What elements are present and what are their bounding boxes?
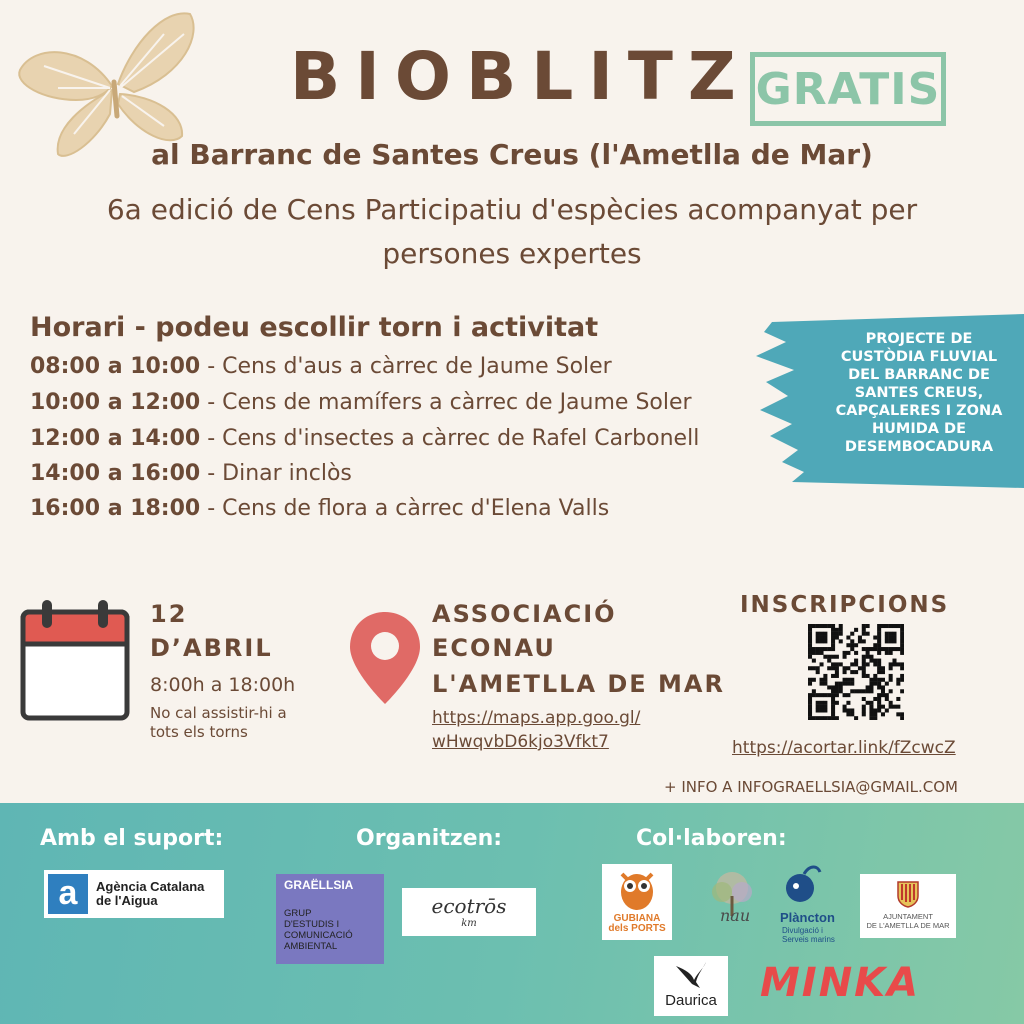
graellsia-line: AMBIENTAL xyxy=(284,941,338,952)
aca-logo-mark: a xyxy=(48,874,88,914)
collaborators-title: Col·laboren: xyxy=(636,826,787,851)
daurica-text: Daurica xyxy=(665,992,717,1009)
gubiana-logo xyxy=(602,864,672,940)
ajuntament-logo xyxy=(860,874,956,938)
nau-logo-text: nau xyxy=(720,906,751,925)
attendance-note xyxy=(150,704,287,742)
owl-icon xyxy=(616,868,658,912)
plancton-sub xyxy=(782,926,835,944)
registration-link[interactable]: https://acortar.link/fZcwcZ xyxy=(732,738,956,758)
organizers-title: Organitzen: xyxy=(356,826,503,851)
schedule-time: 10:00 a 12:00 xyxy=(30,390,201,415)
venue-line: ECONAU xyxy=(432,634,556,662)
plancton-icon xyxy=(782,862,822,908)
coat-of-arms-icon xyxy=(896,878,920,908)
schedule-row xyxy=(30,426,699,451)
schedule-row xyxy=(30,354,612,379)
schedule-activity: - Cens de flora a càrrec d'Elena Valls xyxy=(200,496,610,521)
map-link-line[interactable]: https://maps.app.goo.gl/ xyxy=(432,708,641,728)
project-line: CAPÇALERES I ZONA xyxy=(835,403,1003,419)
project-line: DESEMBOCADURA xyxy=(844,439,994,455)
schedule-row xyxy=(30,496,609,521)
graellsia-text xyxy=(284,908,353,952)
schedule-time: 08:00 a 10:00 xyxy=(30,354,201,379)
plancton-text: Plàncton xyxy=(780,910,835,925)
schedule-activity: - Cens d'insectes a càrrec de Rafel Carbonell xyxy=(200,426,700,451)
map-link[interactable] xyxy=(432,706,640,754)
event-day: 12 xyxy=(150,600,188,628)
ajuntament-text xyxy=(860,912,956,930)
description-line: persones expertes xyxy=(382,237,642,270)
minka-logo: MINKA xyxy=(760,960,921,1006)
note-line: tots els torns xyxy=(150,723,248,741)
ajuntament-line: AJUNTAMENT xyxy=(883,912,933,921)
map-link-line[interactable]: wHwqvbD6kjo3Vfkt7 xyxy=(432,732,609,752)
aca-logo xyxy=(44,870,224,918)
graellsia-line: COMUNICACIÓ xyxy=(284,930,353,941)
schedule-activity: - Cens de mamífers a càrrec de Jaume Soler xyxy=(200,390,692,415)
schedule-row xyxy=(30,461,352,486)
aca-logo-text xyxy=(96,880,204,908)
gubiana-text xyxy=(602,914,672,934)
project-line: HUMIDA DE xyxy=(872,421,966,437)
project-line: SANTES CREUS, xyxy=(854,385,984,401)
event-month: D’ABRIL xyxy=(150,634,273,662)
gubiana-line: dels PORTS xyxy=(608,923,666,934)
ecotros-logo xyxy=(402,888,536,936)
plancton-sub-line: Divulgació i xyxy=(782,926,823,935)
ecotros-text: ecotrōs xyxy=(431,894,507,918)
gubiana-line: GUBIANA xyxy=(613,913,661,924)
schedule-time: 16:00 a 18:00 xyxy=(30,496,201,521)
qr-code[interactable] xyxy=(808,624,904,720)
plancton-sub-line: Serveis marins xyxy=(782,935,835,944)
venue-line: ASSOCIACIÓ xyxy=(432,600,617,628)
registration-title: INSCRIPCIONS xyxy=(740,592,950,618)
project-line: CUSTÒDIA FLUVIAL xyxy=(840,349,998,365)
schedule-time: 14:00 a 16:00 xyxy=(30,461,201,486)
graellsia-name: GRAËLLSIA xyxy=(284,878,354,892)
project-text xyxy=(816,330,1022,456)
free-badge: GRATIS xyxy=(750,52,946,126)
description-line: 6a edició de Cens Participatiu d'espècies acompanyat per xyxy=(106,193,918,226)
ajuntament-line: DE L'AMETLLA DE MAR xyxy=(866,921,950,930)
event-description xyxy=(30,188,994,276)
page-title: BIOBLITZ xyxy=(290,38,751,115)
schedule-title: Horari - podeu escollir torn i activitat xyxy=(30,312,599,343)
location-pin-icon xyxy=(348,610,422,706)
schedule-row xyxy=(30,390,692,415)
project-line: PROJECTE DE xyxy=(865,331,973,347)
project-line: DEL BARRANC DE xyxy=(848,367,990,383)
calendar-icon xyxy=(20,598,130,722)
aca-line: de l'Aigua xyxy=(96,893,158,908)
graellsia-line: D'ESTUDIS I xyxy=(284,919,340,930)
schedule-activity: - Cens d'aus a càrrec de Jaume Soler xyxy=(200,354,612,379)
graellsia-line: GRUP xyxy=(284,908,312,919)
note-line: No cal assistir-hi a xyxy=(150,704,287,722)
swallow-icon xyxy=(674,960,708,990)
support-title: Amb el suport: xyxy=(40,826,224,851)
location-subtitle: al Barranc de Santes Creus (l'Ametlla de Mar) xyxy=(151,138,873,171)
schedule-activity: - Dinar inclòs xyxy=(200,461,352,486)
ecotros-sub: km xyxy=(461,918,477,929)
event-hours: 8:00h a 18:00h xyxy=(150,674,296,696)
daurica-logo xyxy=(654,956,728,1016)
venue-line: L'AMETLLA DE MAR xyxy=(432,670,725,698)
schedule-time: 12:00 a 14:00 xyxy=(30,426,201,451)
aca-line: Agència Catalana xyxy=(96,879,205,894)
info-email: + INFO A INFOGRAELLSIA@GMAIL.COM xyxy=(664,778,958,796)
graellsia-logo xyxy=(276,874,384,964)
